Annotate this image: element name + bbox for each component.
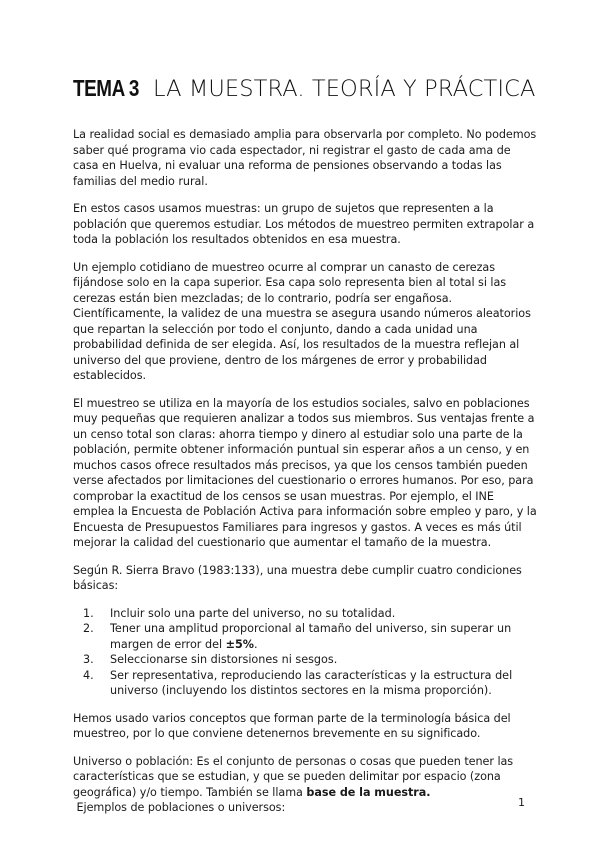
- list-item-number: 4.: [83, 668, 94, 682]
- title-text: LA MUESTRA. TEORÍA Y PRÁCTICA: [152, 76, 536, 102]
- list-item-text: Seleccionarse sin distorsiones ni sesgos.: [110, 653, 338, 666]
- list-item: [83, 621, 538, 652]
- base-de-la-muestra-term: base de la muestra.: [306, 785, 431, 799]
- paragraph-terminology: Hemos usado varios conceptos que forman parte de la terminología básica del muestreo, por lo que conviene detenernos brevemente en su significado.: [73, 711, 511, 740]
- list-item-text: [110, 621, 538, 652]
- page-title: [73, 74, 538, 103]
- paragraph-universe-definition: [73, 754, 538, 816]
- list-item-number: 1.: [83, 606, 94, 620]
- list-item-text: Ser representativa, reproduciendo las características y la estructura del universo (incluyendo los distintos sectores en la misma proporción).: [110, 668, 513, 697]
- universe-examples-intro: Ejemplos de poblaciones o universos:: [73, 801, 286, 814]
- list-item-number: 2.: [83, 622, 94, 635]
- list-item-text: Incluir solo una parte del universo, no su totalidad.: [110, 606, 396, 620]
- list-item-text-part: .: [254, 637, 258, 651]
- error-margin-value: ±5%: [225, 637, 254, 651]
- paragraph-sierra-bravo: Según R. Sierra Bravo (1983:133), una muestra debe cumplir cuatro condiciones básicas:: [73, 563, 522, 592]
- paragraph-samples: En estos casos usamos muestras: un grupo de sujetos que representen a la población que queremos estudiar. Los métodos de muestreo permiten extrapolar a toda la población los resultados obtenidos en esa muestra.: [73, 202, 535, 246]
- list-item: [83, 606, 538, 622]
- conditions-list: [73, 606, 538, 699]
- universe-definition-text: Universo o población: Es el conjunto de personas o cosas que pueden tener las características que se estudian, y que se pueden delimitar por espacio (zona geográfica) y/o tiempo. También se llama: [73, 754, 514, 799]
- list-item: [83, 652, 538, 668]
- list-item-number: 3.: [83, 653, 94, 666]
- paragraph-cherries-example: Un ejemplo cotidiano de muestreo ocurre al comprar un canasto de cerezas fijándose solo en la capa superior. Esa capa solo representa bien al total si las cerezas están bien mezcladas; de lo contrario, podría ser engañosa. Científicamente, la validez de una muestra se asegura usando números aleatorios que repartan la selección por todo el conjunto, dando a cada unidad una probabilidad definida de ser elegida. Así, los resultados de la muestra reflejan al universo del que proviene, dentro de los márgenes de error y probabilidad establecidos.: [73, 260, 531, 382]
- title-tema: TEMA 3: [73, 75, 140, 101]
- paragraph-intro: La realidad social es demasiado amplia para observarla por completo. No podemos saber qué programa vio cada espectador, ni registrar el gasto de cada ama de casa en Huelva, ni evaluar una reforma de pensiones observando a todas las familias del medio rural.: [73, 128, 537, 188]
- paragraph-advantages: El muestreo se utiliza en la mayoría de los estudios sociales, salvo en poblaciones muy pequeñas que requieren analizar a todos sus miembros. Sus ventajas frente a un censo total son claras: ahorra tiempo y dinero al estudiar solo una parte de la población, permite obtener información puntual sin esperar años a un censo, y en muchos casos ofrece resultados más precisos, ya que los censos también pueden verse afectados por limitaciones del cuestionario o errores humanos. Por eso, para comprobar la exactitud de los censos se usan muestras. Por ejemplo, el INE emplea la Encuesta de Población Activa para información sobre empleo y paro, y la Encuesta de Presupuestos Familiares para ingresos y gastos. A veces es más útil mejorar la calidad del cuestionario que aumentar el tamaño de la muestra.: [73, 396, 537, 549]
- list-item: [83, 668, 538, 699]
- list-item-text-part: Tener una amplitud proporcional al tamaño del universo, sin superar un margen de error del: [110, 622, 512, 651]
- page-number: 1: [518, 796, 525, 809]
